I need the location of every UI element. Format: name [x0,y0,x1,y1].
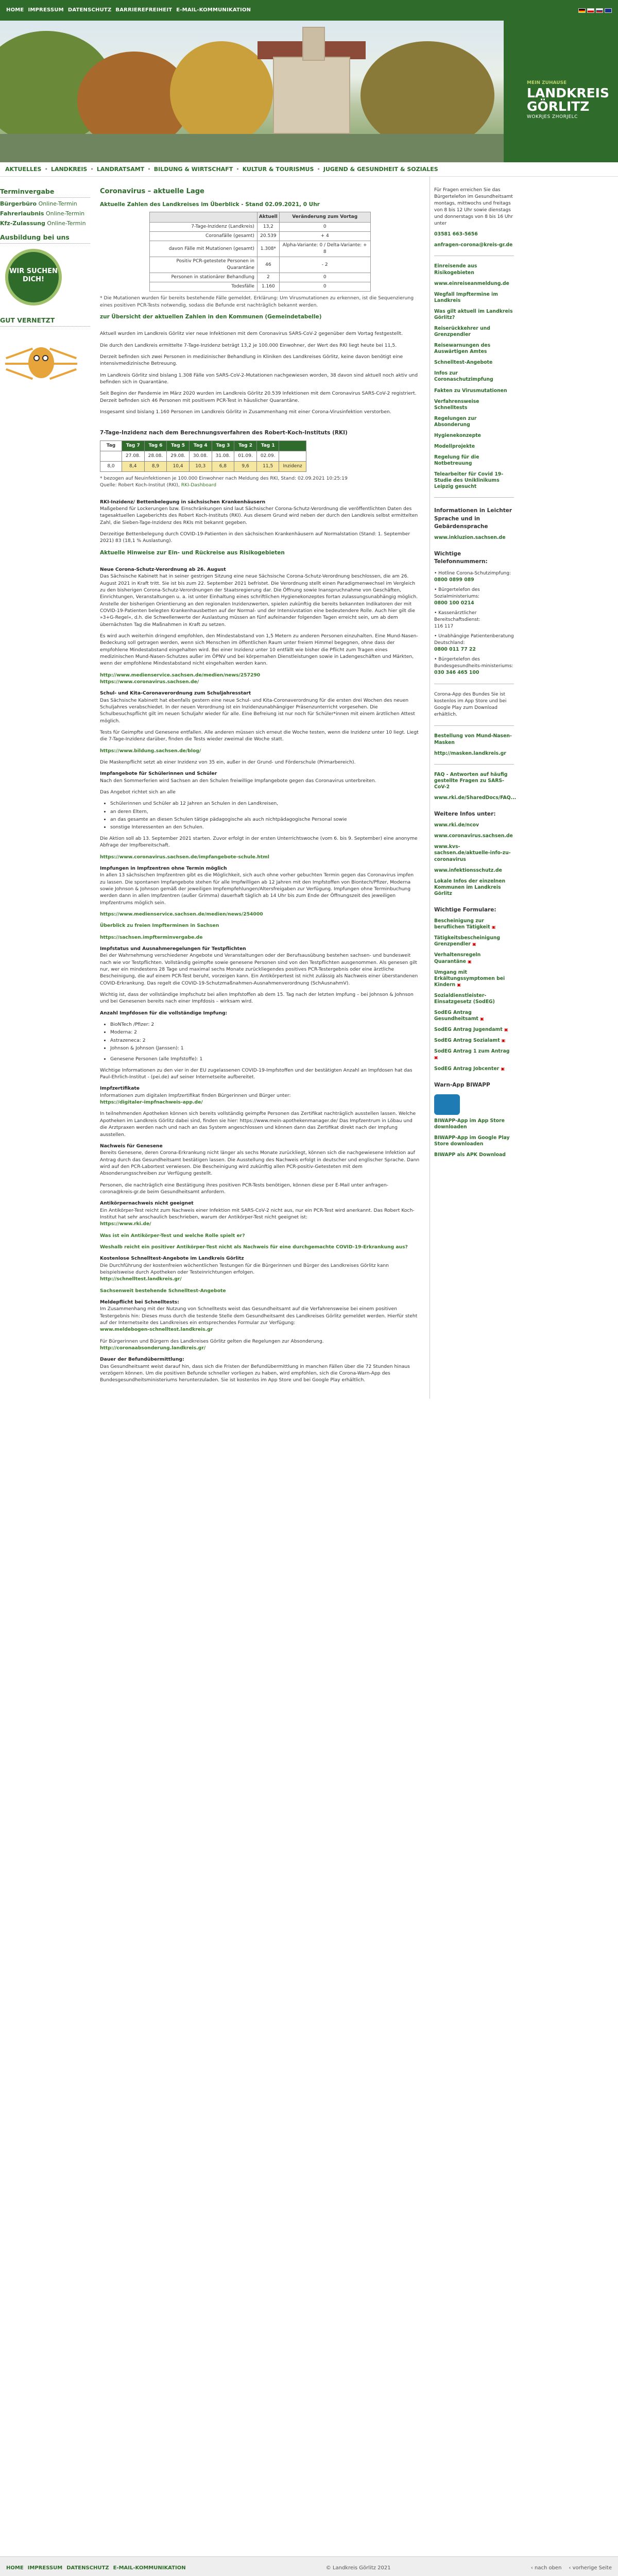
ohne-termin-section: Impfungen in Impfzentren ohne Termin möglich In allen 13 sächsischen Impfzentren gibt es die Möglichkeit, sich auch ohne vorher gebuchten Termin gegen das Coronavirus impfen zu lassen. Die spontanen Impfangebote stehen für alle Impfwilligen ab 12 Jahren mit den Impfstoffen von Biontech/Pfizer, Moderna sowie Johnson & Johnson gemäß der jeweiligen Impfempfehlungen/Altersfreigaben zur Verfügung. Impfungen ohne Terminbuchung werden dann in allen Impfzentren (außer Grimma) dauerhaft täglich ab 14 Uhr bis zum Ende der Öffnungszeit des jeweiligen Impfzentrums möglich sein. [100,865,414,906]
betten-text: Derzeitige Bettenbelegung durch COVID-19-Patienten in den sächsischen Krankenhäusern auf Normalstation (Stand: 1. September 2021) 83 (18,1 % Auslastung). [100,531,410,544]
pdf-icon: ▣ [491,925,496,930]
inzidenz-table: Tag Tag 7 Tag 6 Tag 5 Tag 4 Tag 3 Tag 2 Tag 1 27.08. 28.08. 29.08. 30.08. 31.08. 01.09. 02.09. 8,0 8,4 8,9 10,4 10,3 6,8 9,6 11,5 Inzidenz [100,440,306,472]
right-link[interactable]: Telearbeiter für Covid 19-Studie des Uniklinikums Leipzig gesucht [434,471,504,490]
list-item: • sonstige Interessenten an den Schulen. [110,824,420,831]
right-link[interactable]: Fakten zu Virusmutationen [434,387,507,394]
freie-impftermine-link[interactable]: Überblick zu freien Impfterminen in Sachsen [100,923,219,929]
mainnav-aktuelles[interactable]: AKTUELLES [5,165,42,173]
corona-app-text: Corona-App des Bundes Sie ist kostenlos im App Store und bei Google Play zum Download erhältlich. [434,692,507,718]
stats-col-aktuell: Aktuell [257,212,279,223]
list-item: • BioNTech /Pfizer: 2 [110,1021,420,1028]
stats-note: * Die Mutationen wurden für bereits bestehende Fälle gemeldet. Erklärung: Um Virusmutationen zu erkennen, ist die Sequenzierung eines positiven PCR-Tests notwendig, sodass die Befunde erst nachträglich bekannt werden. [100,295,414,308]
footer-datenschutz[interactable]: DATENSCHUTZ [66,2565,109,2571]
text-p4: Im Landkreis Görlitz sind bislang 1.308 Fälle von SARS-CoV-2-Mutationen nachgewiesen worden, 38 davon sind aktuell noch aktiv und befinden sich in Quarantäne. [100,372,418,385]
impfnachweis-app-link[interactable]: https://digitaler-impfnachweis-app.de/ [100,1099,203,1106]
schule-section: Schul- und Kita-Coronaverordnung zum Schuljahresstart Das Sächsische Kabinett hat ebenfalls gestern eine neue Schul- und Kita-Coronaverordnung für die ersten drei Wochen des neuen Schuljahres verabschiedet. In der neuen Verordnung ist ein Inzidenzunabhängiger Präsenzunterricht vorgesehen. Die Schulbesuchspflicht gilt im neuen Schuljahr wieder für alle. Eine Befreiung ist nur noch für Schüler*innen mit einem ärztlichen Attest möglich. [100,690,415,724]
text-p2: Die durch den Landkreis ermittelte 7-Tage-Inzidenz beträgt 13,2 je 100.000 Einwohner, der Wert des RKI liegt heute bei 11,5. [100,342,397,348]
more-link[interactable]: www.rki.de/ncov [434,822,479,828]
stats-title: Aktuelle Zahlen des Landkreises im Überblick - Stand 02.09.2021, 0 Uhr [100,201,320,208]
form-link[interactable]: Umgang mit Erkältungssymptomen bei Kindern ▣ [434,969,505,988]
table-row: 7-Tage-Inzidenz (Landkreis) 13,2 0 [149,223,370,232]
table-row: Todesfälle 1.160 0 [149,282,370,292]
footer [0,2556,618,2576]
stats-col-veraenderung: Veränderung zum Vortag [279,212,370,223]
top-bar [0,0,618,21]
antikoerper-section: Antikörpernachweis nicht geeignet Ein Antikörper-Test reicht zum Nachweis einer Infektion mit SARS-CoV-2 nicht aus, nur ein PCR-Test wird anerkannt. Das Robert Koch-Institut hat sehr anschaulich beschrieben, warum der Antikörper-Test nicht geeignet ist: https://www.rki.de/ [100,1200,415,1227]
weitere-infos-heading: Weitere Infos unter: [434,811,496,818]
tel-item: • Kassenärztlicher Bereitschaftsdienst: 116 117 [434,610,480,629]
form-link[interactable]: Sozialdienstleister-Einsatzgesetz (SodEG) [434,992,495,1005]
sachsenweit-schnelltest-link[interactable]: Sachsenweit bestehende Schnelltest-Angebote [100,1287,226,1294]
flag-en-icon[interactable] [605,8,612,13]
gemeindetabelle-link[interactable]: zur Übersicht der aktuellen Zahlen in den Kommunen (Gemeindetabelle) [100,314,322,320]
pdf-icon: ▣ [501,1038,506,1043]
inzidenz-title: 7-Tage-Inzidenz nach dem Berechnungsverfahren des Robert-Koch-Instituts (RKI) [100,430,348,436]
schule-text3: Die Maskenpflicht setzt ab einer Inzidenz von 35 ein, außer in der Grund- und Förderschule (Primarbereich). [100,759,356,766]
footer-impressum[interactable]: IMPRESSUM [27,2565,63,2571]
form-link[interactable]: SodEG Antrag Sozialamt ▣ [434,1038,506,1044]
pdf-icon: ▣ [472,942,476,947]
landkreis-logo[interactable] [504,21,618,162]
impfangebote-schule-link[interactable]: https://www.coronavirus.sachsen.de/impfangebote-schule.html [100,854,269,860]
nach-oben-link[interactable]: ‹ nach oben [530,2565,562,2571]
list-item: • an das gesamte an diesen Schulen tätige pädagogische als auch nichtpädagogische Personal sowie [110,816,420,823]
faq-heading[interactable]: FAQ - Antworten auf häufig gestellte Fragen zu SARS-CoV-2 [434,771,508,790]
right-link[interactable]: Einreisende aus Risikogebieten [434,263,477,276]
stats-table [149,212,371,292]
right-link[interactable]: Was gilt aktuell im Landkreis Görlitz? [434,308,513,320]
right-link[interactable]: Infos zur Coronaschutzimpfung [434,370,493,383]
biwapp-link[interactable]: BIWAPP als APK Download [434,1152,506,1158]
more-link[interactable]: Lokale Infos der einzelnen Kommunen im Landkreis Görlitz [434,878,506,896]
topnav-barrierefreiheit[interactable]: BARRIEREFREIHEIT [115,7,173,13]
masken-heading[interactable]: Bestellung von Mund-Nasen-Masken [434,733,512,745]
topnav-email[interactable]: E-MAIL-KOMMUNIKATION [176,7,251,13]
page-nav [531,2565,612,2572]
mainnav-kultur[interactable]: KULTUR & TOURISMUS [242,165,314,173]
form-link[interactable]: Tätigkeitsbescheinigung Grenzpendler ▣ [434,935,501,947]
zertifikat-text2: In teilnehmenden Apotheken können sich bereits vollständig geimpfte Personen das Zertifikat nachträglich ausstellen lassen. Welche Apotheken im Landkreis Görlitz dabei sind, finden sie hier: https://www.mein-apothekenmanager.de/ Das Impfzentrum in Löbau und die Arztpraxen werden nach und nach an das System angeschlossen und können dann das Zertifikat direkt nach der Impfung ausstellen. [100,1111,416,1138]
list-item: • Astrazeneca: 2 [110,1037,420,1044]
medienservice-254000-link[interactable]: https://www.medienservice.sachsen.de/medien/news/254000 [100,911,263,917]
copyright: © Landkreis Görlitz 2021 [325,2565,391,2571]
warnapp-heading: Warn-App BIWAPP [434,1081,490,1088]
dosen-text: Wichtige Informationen zu den vier in der EU zugelassenen COVID-19-Impfstoffen und der bestätigten Anzahl an Impfdosen hat das Paul-Ehrlich-Institut - (pei.de) auf seiner Internetseite aufbereitet. [100,1067,413,1080]
hinweise-link[interactable]: Aktuelle Hinweise zur Ein- und Rückreise aus Risikogebieten [100,549,285,556]
list-item: • Schülerinnen und Schüler ab 12 Jahren an Schulen in den Landkreisen, [110,800,420,807]
right-sidebar [430,177,517,1399]
tree-shape [360,41,494,149]
faq-link[interactable]: www.rki.de/SharedDocs/FAQ... [434,794,517,801]
right-link[interactable]: www.einreiseanmeldung.de [434,280,509,286]
zertifikat-section: Impfzertifikate Informationen zum digitalen Impfzertifikat finden Bürgerinnen und Bürger unter: https://digitaler-impfnachweis-app.de/ [100,1086,291,1106]
list-item: • Genesene Personen (alle Impfstoffe): 1 [110,1056,420,1062]
mainnav-landkreis[interactable]: LANDKREIS [50,165,88,173]
page-title: Coronavirus – aktuelle Lage [100,188,204,195]
more-link[interactable]: www.coronavirus.sachsen.de [434,833,513,839]
table-row: Personen in stationärer Behandlung 2 0 [149,273,370,282]
email-link[interactable]: anfragen-corona@kreis-gr.de [434,242,513,248]
biwapp-link[interactable]: BIWAPP-App im Google Play Store downloaden [434,1134,510,1147]
buergertelefon-text: Für Fragen erreichen Sie das Bürgertelefon im Gesundheitsamt montags, mittwochs und freitags von 8 bis 12 Uhr sowie dienstags und donnerstags von 8 bis 16 Uhr unter [434,188,513,227]
topnav-datenschutz[interactable]: DATENSCHUTZ [67,7,112,13]
absonderung-link[interactable]: http://coronaabsonderung.landkreis.gr/ [100,1345,206,1351]
antikoerper-question2-link[interactable]: Weshalb reicht ein positiver Antikörper-Test nicht als Nachweis für eine durchgemachte COVID-19-Erkrankung aus? [100,1244,408,1250]
testpflicht-section: Impfstatus und Ausnahmeregelungen für Testpflichten Bei der Wahrnehmung verschiedener Angebote und Veranstaltungen oder der Berufsausübung bestehen sachsen- und bundesweit nach wie vor Testpflichten. Vollständig geimpfte sowie genesene Personen sind von den Testpflichten ausgenommen. Als genesen gilt nur, wer ein mindestens 28 Tage und maximal sechs Monate zurückliegendes positives PCR-Testergebnis oder eine ärztliche Bescheinigung, die auf einem PCR-Test beruht, vorzeigen kann. Ein Antikörpertest ist nicht zulässig als Nachweis einer überstandenen COVID-Erkrankung. Das regelt die COVID-19-Schutzmaßnahmen-Ausnahmenverordnung (SchAusnahmV). [100,945,418,986]
tel-item: • Hotline Corona-Schutzimpfung: 0800 0899 089 [434,570,511,583]
pdf-icon: ▣ [457,982,461,987]
logo-line3: GÖRLITZ [527,99,590,114]
verordnung-section: Neue Corona-Schutz-Verordnung ab 26. August Das Sächsische Kabinett hat in seiner gestrigen Sitzung eine neue Sächsische Corona-Schutz-Verordnung beschlossen, die am 26. August 2021 in Kraft tritt. Sie ist bis zum 22. September 2021 befristet. Die Verordnung stellt einen Paradigmenwechsel im Vergleich zu den bisherigen Corona-Schutz-Verordnungen der Staatsregierung dar. Die Öffnung sowie Inanspruchnahme von Geschäften, Einrichtungen, Veranstaltungen u. a. ist unter Einhaltung eines schriftlichen Hygienekonzeptes fortan zulassungsunabhängig möglich. Anstelle der bisherigen Orientierung an den regionalen Inzidenzwerten, spielen zukünftig die bereits bekannten Indikatoren der mit COVID-19-Patienten belegten Krankenhausbetten auf der Normal- und der Intensivstation eine bedeutendere Rolle. Auch hier gilt die »3+G-Regel«, d.h. die Schwellenwerte der Auslastung müssen an fünf aufeinander folgenden Tagen erreicht sein, um ab dem übernächsten Tag die Maßnahmen in Kraft zu setzen. [100,566,418,628]
tel-item: • Unabhängige Patientenberatung Deutschland: 0800 011 77 22 [434,634,514,653]
table-row: Positiv PCR-getestete Personen in Quarantäne 46 - 2 [149,257,370,273]
footer-email[interactable]: E-MAIL-KOMMUNIKATION [113,2565,186,2571]
right-link[interactable]: Regelungen zur Absonderung [434,415,477,428]
coronavirus-sachsen-link[interactable]: https://www.coronavirus.sachsen.de/ [100,679,199,685]
phone-link[interactable]: 03581 663-5656 [434,231,478,238]
termin-buergerbuero[interactable]: Bürgerbüro Online-Termin [0,200,77,208]
list-item: • Moderna: 2 [110,1029,420,1036]
logo-line4: WOKRJES ZHORJELC [527,114,578,120]
masken-link[interactable]: http://masken.landkreis.gr [434,750,506,756]
flag-pl-icon[interactable] [587,8,594,13]
vorherige-seite-link[interactable]: ‹ vorherige Seite [569,2565,612,2571]
right-link[interactable]: Reisewarnungen des Auswärtigen Amtes [434,343,491,355]
pdf-icon: ▣ [468,959,472,964]
biwapp-link[interactable]: BIWAPP-App im App Store downloaden [434,1117,505,1130]
wir-suchen-dich-badge[interactable]: WIR SUCHEN DICH! [5,249,62,306]
befund-section: Dauer der Befundübermittlung: Das Gesundheitsamt weist darauf hin, dass sich die Fristen der Befundübermittlung in manchen Fällen über die 72 Stunden hinaus verzögern können. Um die positiven Befunde schneller vorliegen zu haben, wird empfohlen, sich die Corona-Warn-App des Bundesgesundheitsministeriums herunterzuladen. Sie ist kostenlos im App Store und bei Google Play erhältlich. [100,1357,410,1383]
impf-list [110,800,420,831]
main-nav: AKTUELLES • LANDKREIS • LANDRATSAMT • BILDUNG & WIRTSCHAFT • KULTUR & TOURISMUS • JUGEND & GESUNDHEIT & SOZIALES [0,162,618,177]
topnav-home[interactable]: HOME [6,7,24,13]
meldepflicht-section: Meldepflicht bei Schnelltests: Im Zusammenhang mit der Nutzung von Schnelltests weist das Gesundheitsamt auf die Verfahrensweise bei einem positiven Testergebnis hin: Dieses muss durch die testende Stelle dem Gesundheitsamt des Landkreises Görlitz gemeldet werden. Hierfür steht auf der Internetseite des Landkreises ein entsprechendes Formular zur Verfügung: www.meldebogen-schnelltest.landkreis.gr [100,1299,418,1333]
pdf-icon: ▣ [480,1016,484,1022]
topnav-impressum[interactable]: IMPRESSUM [28,7,64,13]
inzidenz-note: * bezogen auf Neuinfektionen je 100.000 Einwohner nach Meldung des RKI, Stand: 02.09.2021 10:25:19 Quelle: Robert Koch-Institut (RKI), RKI-Dashboard [100,475,348,488]
footer-nav [6,2565,186,2572]
right-link[interactable]: Modellprojekte [434,444,475,449]
right-link[interactable]: Reiserückkehrer und Grenzpendler [434,325,490,338]
table-row: davon Fälle mit Mutationen (gesamt) 1.308* Alpha-Variante: 0 / Delta-Variante: + 8 [149,241,370,257]
gut-vernetzt-heading: GUT VERNETZT [0,316,90,327]
impf-text2: Die Aktion soll ab 13. September 2021 starten. Zuvor erfolgt in der ersten Unterrichtswoche (vom 6. bis 9. September) eine anonyme Abfrage der Impfbereitschaft. [100,835,418,849]
right-link[interactable]: Hygienekonzepte [434,432,481,438]
list-item: • Johnson & Johnson (Janssen): 1 [110,1045,420,1052]
mainnav-jugend[interactable]: JUGEND & GESUNDHEIT & SOZIALES [323,165,438,173]
meldepflicht-text2: Für Bürgerinnen und Bürgern des Landkreises Görlitz gelten die Regelungen zur Absonderung. http://coronaabsonderung.landkreis.gr/ [100,1338,324,1351]
dosen-list2 [110,1056,420,1062]
schule-text2: Tests für Geimpfte und Genesene entfallen. Alle anderen müssen sich erneut die Woche testen, wenn die Inzidenz unter 10 liegt. Liegt die 7-Tage-Inzidenz darüber, finden die Tests wieder zweimal die Woche statt. [100,730,419,742]
logo-line2: LANDKREIS [527,86,609,101]
table-row: Coronafälle (gesamt) 20.539 + 4 [149,232,370,241]
top-nav [6,7,251,14]
terminvergabe-heading: Terminvergabe [0,187,90,198]
dosen-list [110,1021,420,1052]
testpflicht-text2: Wichtig ist, dass der vollständige Impfschutz bei allen Impfstoffen ab dem 15. Tag nach der letzten Impfung – bei Johnson & Johnson und bei Genesenen bereits nach einer Impfdosis – wirksam wird. [100,992,414,1005]
text-p5: Seit Beginn der Pandemie im März 2020 wurden im Landkreis Görlitz 20.539 Infektionen mit dem Coronavirus SARS-CoV-2 registriert. Derzeit befinden sich 46 Personen mit positivem PCR-Test in häuslicher Quarantäne. [100,391,417,403]
more-link[interactable]: www.kvs-sachsen.de/aktuelle-info-zu-coronavirus [434,844,511,862]
meldebogen-link[interactable]: www.meldebogen-schnelltest.landkreis.gr [100,1327,213,1333]
bildung-blog-link[interactable]: https://www.bildung.sachsen.de/blog/ [100,748,201,754]
pdf-icon: ▣ [434,1055,438,1060]
more-link[interactable]: www.infektionsschutz.de [434,867,502,873]
tel-item: • Bürgertelefon des Bundesgesundheits-ministeriums: 030 346 465 100 [434,657,513,676]
schnelltest-section: Kostenlose Schnelltest-Angebote im Landkreis Görlitz Die Durchführung der kostenfreien wöchentlichen Testungen für die Bürgerinnen und Bürger des Landkreises Görlitz kann beispielsweise durch Apotheken oder Testeinrichtungen erfolgen. http://schnelltest.landkreis.gr/ [100,1256,389,1282]
form-link[interactable]: SodEG Antrag 1 zum Antrag ▣ [434,1048,510,1060]
impfterminvergabe-link[interactable]: https://sachsen.impfterminvergabe.de [100,934,203,940]
telefonnummern-heading: Wichtige Telefonnummern: [434,551,488,565]
medienservice-link[interactable]: http://www.medienservice.sachsen.de/medien/news/257290 [100,672,261,678]
termin-kfz[interactable]: Kfz-Zulassung Online-Termin [0,220,86,227]
tel-item: • Bürgertelefon des Sozialministeriums: 0800 100 0214 [434,587,480,606]
impf-list-intro: Das Angebot richtet sich an alle [100,789,176,795]
formulare-heading: Wichtige Formulare: [434,906,496,913]
spider-mascot-icon[interactable] [5,332,77,399]
mainnav-bildung[interactable]: BILDUNG & WIRTSCHAFT [153,165,233,173]
genesene-section: Nachweis für Genesene Bereits Genesene, deren Corona-Erkrankung nicht länger als sechs Monate zurückliegt, können sich die nachgewiesene Infektion auf Antrag durch das Gesundheitsamt bestätigen lassen. Die Ausstellung des Nachweis erfolgt in deutscher und englischer Sprache. Dann wird auf den PCR-Labortest verwiesen. Die Bescheinigung wird zukünftig allen PCR-positiv-Getesteten mit dem Absonderungsschreiben zur Verfügung gestellt. [100,1143,420,1177]
verordnung-text2: Es wird auch weiterhin dringend empfohlen, den Mindestabstand von 1,5 Metern zu anderen Personen einzuhalten. Eine Mund-Nasen-Bedeckung soll getragen werden, wenn sich Menschen im öffentlichen Raum unter freiem Himmel begegnen, ohne dass der empfohlene Mindestabstand eingehalten wird. Bei einer Inzidenz unter 10 entfällt wie bisher die Pflicht zum Tragen eines medizinischen Mund-Nasen-Schutzes außer im ÖPNV und bei körpernahen Dienstleistungen sowie in Ladengeschäften und Märkten, wenn der empfohlene Mindestabstand nicht eingehalten werden kann. [100,633,418,667]
rki-link[interactable]: https://www.rki.de/ [100,1221,151,1227]
genesene-text2: Personen, die nachträglich eine Bestätigung ihres positiven PCR-Tests benötigen, können diese per E-Mail unter anfragen-corona@kreis-gr.de beim Gesundheitsamt anfordern. [100,1182,388,1195]
flag-de-icon[interactable] [578,8,586,13]
footer-home[interactable]: HOME [6,2565,24,2571]
right-link[interactable]: Regelung für die Notbetreuung [434,454,479,467]
header-banner [0,21,618,162]
language-flags [578,8,612,13]
text-p1: Aktuell wurden im Landkreis Görlitz vier neue Infektionen mit dem Coronavirus SARS-CoV-2 gegenüber dem Vortag festgestellt. [100,331,403,337]
form-link[interactable]: Verhaltensregeln Quarantäne ▣ [434,952,481,964]
main-content [97,177,423,1399]
left-sidebar [0,177,90,1399]
biwapp-logo[interactable] [434,1094,514,1115]
leichte-sprache-heading: Informationen in Leichter Sprache und in Gebärdensprache [434,507,512,530]
form-link[interactable]: SodEG Antrag Jugendamt ▣ [434,1027,508,1033]
text-p6: Insgesamt sind bislang 1.160 Personen im Landkreis Görlitz in Zusammenhang mit einer Corona-Virusinfektion verstorben. [100,409,391,415]
castle-image [273,57,350,134]
form-link[interactable]: Bescheinigung zur beruflichen Tätigkeit ▣ [434,918,496,930]
list-item: • an deren Eltern, [110,808,420,815]
termin-fahrerlaubnis[interactable]: Fahrerlaubnis Online-Termin [0,210,85,217]
mainnav-landratsamt[interactable]: LANDRATSAMT [96,165,145,173]
rki-dashboard-link[interactable]: RKI-Dashboard [181,482,217,488]
right-link[interactable]: Schnelltest-Angebote [434,360,493,366]
schnelltest-link[interactable]: http://schnelltest.landkreis.gr/ [100,1276,182,1282]
pdf-icon: ▣ [501,1066,505,1071]
ausbildung-heading[interactable]: Ausbildung bei uns [0,233,90,244]
flag-cz-icon[interactable] [596,8,603,13]
impf-section: Impfangebote für Schülerinnen und Schüler Nach den Sommerferien wird Sachsen an den Schulen freiwillige Impfangebote gegen das Coronavirus unterbreiten. [100,771,376,784]
inklusion-link[interactable]: www.inkluzion.sachsen.de [434,535,506,541]
form-link[interactable]: SodEG Antrag Gesundheitsamt ▣ [434,1010,484,1022]
antikoerper-question1-link[interactable]: Was ist ein Antikörper-Test und welche Rolle spielt er? [100,1232,245,1239]
biwapp-icon [434,1094,460,1115]
logo-line1: MEIN ZUHAUSE [527,80,567,86]
pdf-icon: ▣ [504,1027,508,1032]
text-p3: Derzeit befinden sich zwei Personen in medizinischer Behandlung in Kliniken des Landkreises Görlitz, keine davon benötigt eine intensivmedizinische Betreuung. [100,354,403,367]
form-link[interactable]: SodEG Antrag Jobcenter ▣ [434,1065,505,1072]
rki-section: RKI-Inzidenz/ Bettenbelegung in sächsischen Krankenhäusern Maßgebend für Lockerungen bzw. Einschränkungen sind laut Sächsischer Corona-Schutz-Verordnung die veröffentlichten Daten des tagesaktuellen Lageberichts des Robert Koch-Instituts (RKI). Aus diesem Grund wird neben der durch den Landkreis selbst ermittelten Zahl, die Sieben-Tage-Inzidenz des RKIs mit bekannt gegeben. [100,499,418,526]
right-link[interactable]: Wegfall Impftermine im Landkreis [434,291,498,303]
verordnung-links [100,672,420,686]
right-link[interactable]: Verfahrensweise Schnelltests [434,398,479,411]
dosen-heading: Anzahl Impfdosen für die vollständige Impfung: [100,1010,228,1016]
